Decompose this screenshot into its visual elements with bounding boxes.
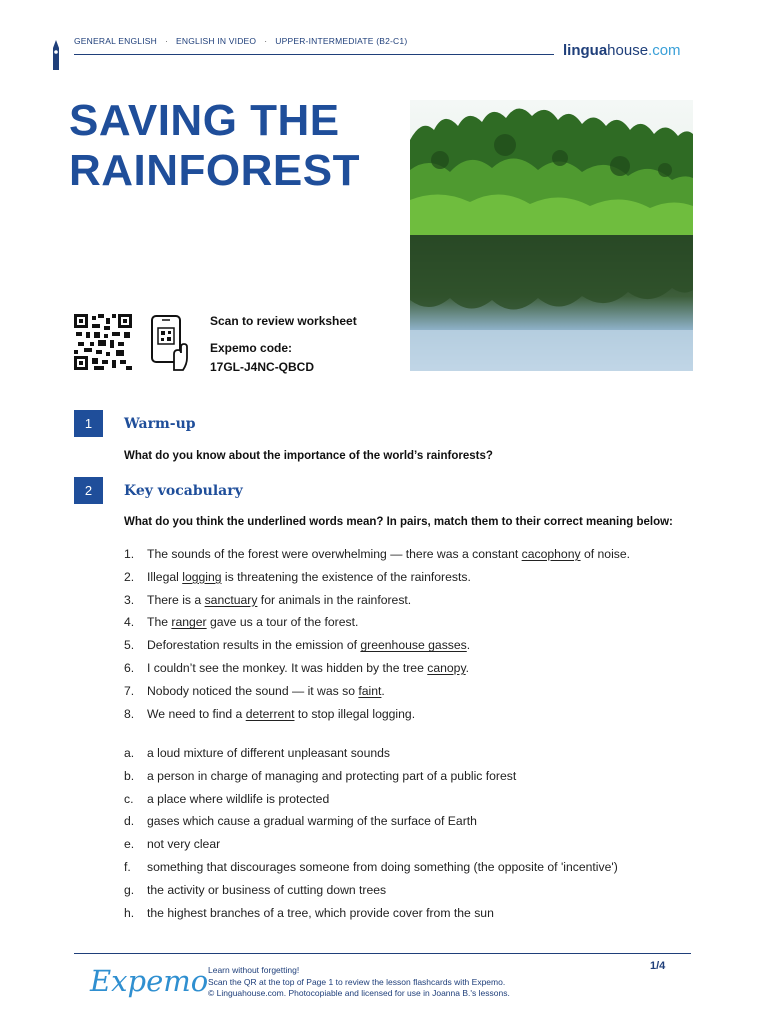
list-item: 1. The sounds of the forest were overwhelming — there was a constant cacophony of noise.	[124, 547, 631, 561]
vocabulary-definitions	[124, 745, 724, 927]
warm-up-question: What do you know about the importance of the world’s rainforests?	[124, 450, 493, 462]
section-number-2: 2	[74, 477, 103, 504]
list-item: h. the highest branches of a tree, which provide cover from the sun	[124, 905, 494, 920]
vocab-word: canopy	[427, 660, 466, 675]
footer-divider	[74, 953, 691, 954]
list-item: 5. Deforestation results in the emission of greenhouse gasses.	[124, 638, 471, 653]
list-item: g. the activity or business of cutting down trees	[124, 882, 387, 897]
phone-scan-icon	[150, 314, 192, 372]
list-item: 7. Nobody noticed the sound — it was so faint.	[124, 683, 385, 698]
vocab-word: logging	[182, 569, 222, 584]
vocab-word: deterrent	[245, 706, 295, 721]
breadcrumb-item-general-english[interactable]: GENERAL ENGLISH	[74, 36, 157, 46]
list-item: d. gases which cause a gradual warming of the surface of Earth	[124, 814, 477, 829]
breadcrumb-item-english-in-video[interactable]: ENGLISH IN VIDEO	[176, 36, 257, 46]
vocab-word: ranger	[171, 615, 207, 630]
header-divider	[74, 54, 554, 55]
brand-logo[interactable]: linguahouse.com	[563, 42, 681, 59]
vocab-word: faint	[358, 683, 382, 698]
qr-code[interactable]	[74, 314, 132, 370]
list-item: a. a loud mixture of different unpleasant sounds	[124, 746, 391, 760]
list-item: 8. We need to find a deterrent to stop illegal logging.	[124, 706, 416, 721]
expemo-logo[interactable]: Expemo	[90, 964, 209, 998]
footer-tagline: Learn without forgetting!	[208, 965, 300, 975]
list-item: b. a person in charge of managing and protecting part of a public forest	[124, 768, 517, 783]
scan-info	[210, 312, 357, 377]
vocabulary-instruction: What do you think the underlined words mean? In pairs, match them to their correct meaning below:	[124, 516, 673, 528]
vocab-word: greenhouse gasses	[360, 638, 467, 653]
breadcrumb-item-level[interactable]: UPPER-INTERMEDIATE (B2-C1)	[275, 36, 408, 46]
vocab-word: cacophony	[521, 547, 581, 561]
vocabulary-sentences	[124, 546, 724, 728]
list-item: 3. There is a sanctuary for animals in the rainforest.	[124, 592, 412, 607]
scan-instruction: Scan to review worksheet	[210, 314, 357, 328]
list-item: c. a place where wildlife is protected	[124, 791, 330, 806]
vocab-word: sanctuary	[204, 592, 258, 607]
list-item: 4. The ranger gave us a tour of the forest.	[124, 615, 359, 630]
rainforest-photo	[410, 100, 693, 371]
footer-text	[208, 965, 510, 1000]
list-item: e. not very clear	[124, 837, 221, 852]
footer-instruction: Scan the QR at the top of Page 1 to review the lesson flashcards with Expemo.	[208, 976, 506, 987]
big-ben-icon	[50, 40, 62, 70]
list-item: f. something that discourages someone from doing something (the opposite of 'incentive')	[124, 859, 618, 874]
expemo-code-label: Expemo code:	[210, 341, 293, 355]
page-number: 1/4	[650, 960, 666, 972]
breadcrumb: GENERAL ENGLISH · ENGLISH IN VIDEO · UPPER-INTERMEDIATE (B2-C1)	[74, 36, 408, 46]
expemo-code: 17GL-J4NC-QBCD	[210, 360, 315, 374]
section-title-warm-up: Warm-up	[124, 416, 196, 432]
page-title: SAVING THE RAINFOREST	[69, 96, 360, 195]
list-item: 2. Illegal logging is threatening the existence of the rainforests.	[124, 569, 471, 584]
list-item: 6. I couldn’t see the monkey. It was hidden by the tree canopy.	[124, 660, 470, 675]
section-number-1: 1	[74, 410, 103, 437]
section-title-key-vocabulary: Key vocabulary	[124, 483, 243, 499]
footer-copyright: © Linguahouse.com. Photocopiable and licensed for use in Joanna B.'s lessons.	[208, 988, 510, 998]
